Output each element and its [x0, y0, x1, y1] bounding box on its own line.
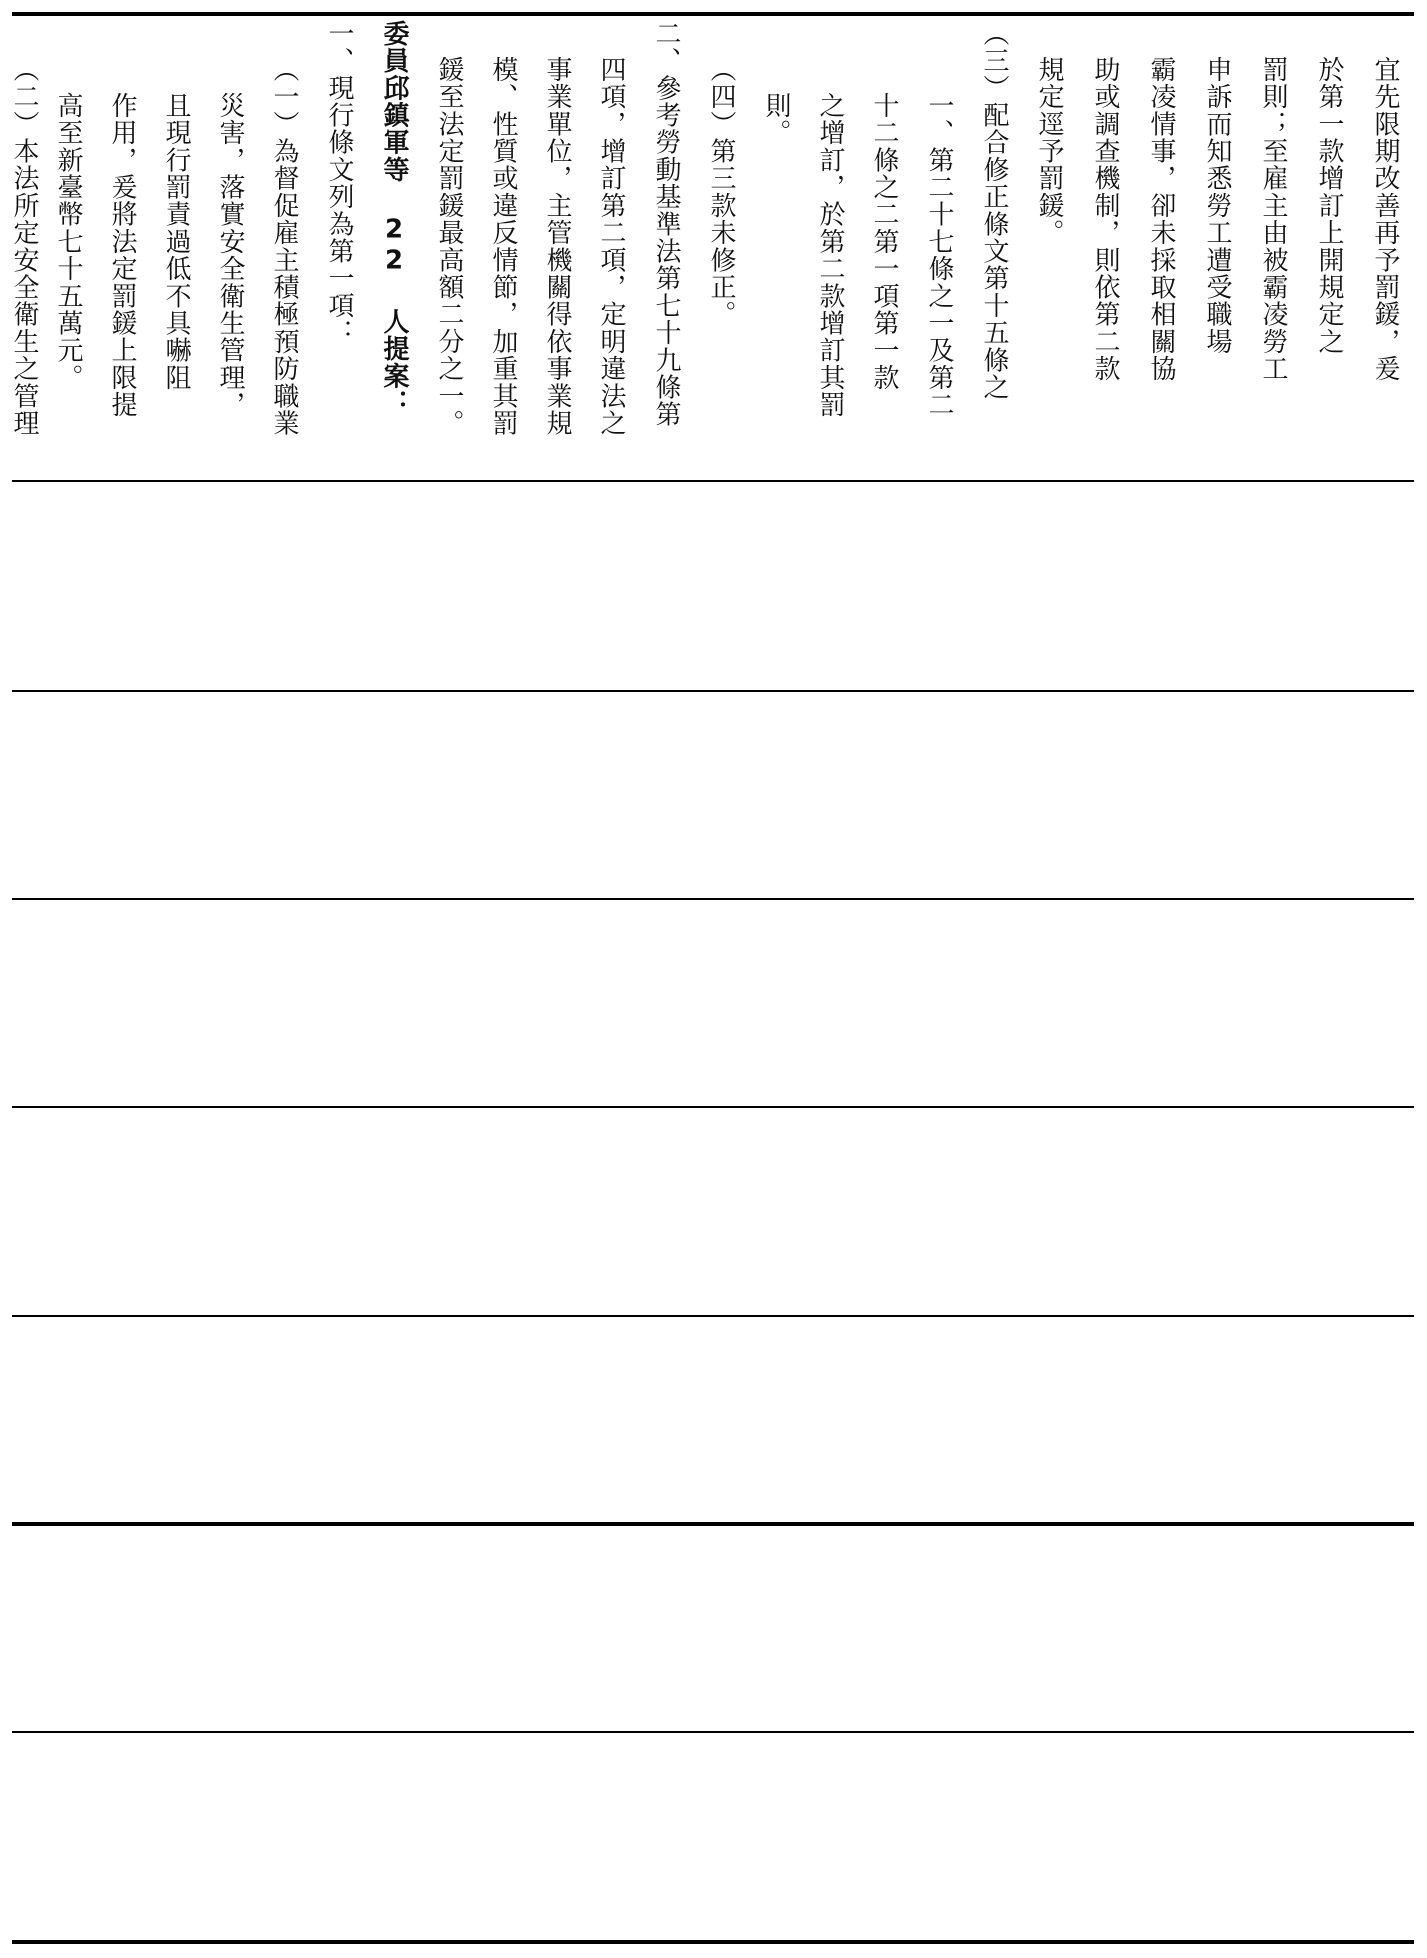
text-column: 高至新臺幣七十五萬元。	[53, 92, 83, 392]
proposal-heading: 委員邱鎮軍等 22 人提案：	[379, 20, 409, 417]
text-column: 四項，增訂第二項，定明違法之	[596, 56, 626, 437]
text-column: 鍰至法定罰鍰最高額二分之一。	[434, 56, 464, 437]
text-column: （四）第三款未修正。	[706, 56, 736, 328]
text-column: 規定逕予罰鍰。	[1034, 56, 1064, 247]
text-column: 一、現行條文列為第一項：	[324, 20, 354, 347]
text-column: 十二條之二第一項第一款	[869, 92, 899, 392]
row-rule-1	[12, 480, 1414, 482]
text-column: 災害，落實安全衛生管理，	[215, 92, 245, 419]
text-column: 事業單位，主管機關得依事業規	[542, 56, 572, 437]
text-column: 則。	[761, 92, 791, 147]
bottom-rule	[12, 1940, 1414, 1944]
row-rule-2	[12, 690, 1414, 692]
text-column: （三）配合修正條文第十五條之	[979, 20, 1009, 401]
text-column: （二）本法所定安全衛生之管理	[9, 56, 39, 437]
row-rule-4	[12, 1106, 1414, 1108]
row-rule-7	[12, 1731, 1414, 1733]
row-rule-3	[12, 898, 1414, 900]
text-column: 之增訂，於第二款增訂其罰	[815, 92, 845, 419]
text-column: 於第一款增訂上開規定之	[1314, 56, 1344, 356]
text-column: 宜先限期改善再予罰鍰，爰	[1370, 56, 1400, 383]
top-rule	[12, 12, 1414, 16]
text-column: 作用，爰將法定罰鍰上限提	[107, 92, 137, 419]
row-rule-5	[12, 1315, 1414, 1317]
text-column: 且現行罰責過低不具嚇阻	[161, 92, 191, 392]
text-column: 一、第二十七條之一及第二	[924, 92, 954, 419]
text-column: 模、性質或違反情節，加重其罰	[488, 56, 518, 437]
text-column: 霸凌情事，卻未採取相關協	[1146, 56, 1176, 383]
text-column: 申訴而知悉勞工遭受職場	[1202, 56, 1232, 356]
text-column: （一）為督促雇主積極預防職業	[269, 56, 299, 437]
text-column: 二、參考勞動基準法第七十九條第	[651, 20, 681, 428]
text-column: 罰則；至雇主由被霸凌勞工	[1258, 56, 1288, 383]
row-rule-6	[12, 1522, 1414, 1526]
text-column: 助或調查機制，則依第二款	[1090, 56, 1120, 383]
